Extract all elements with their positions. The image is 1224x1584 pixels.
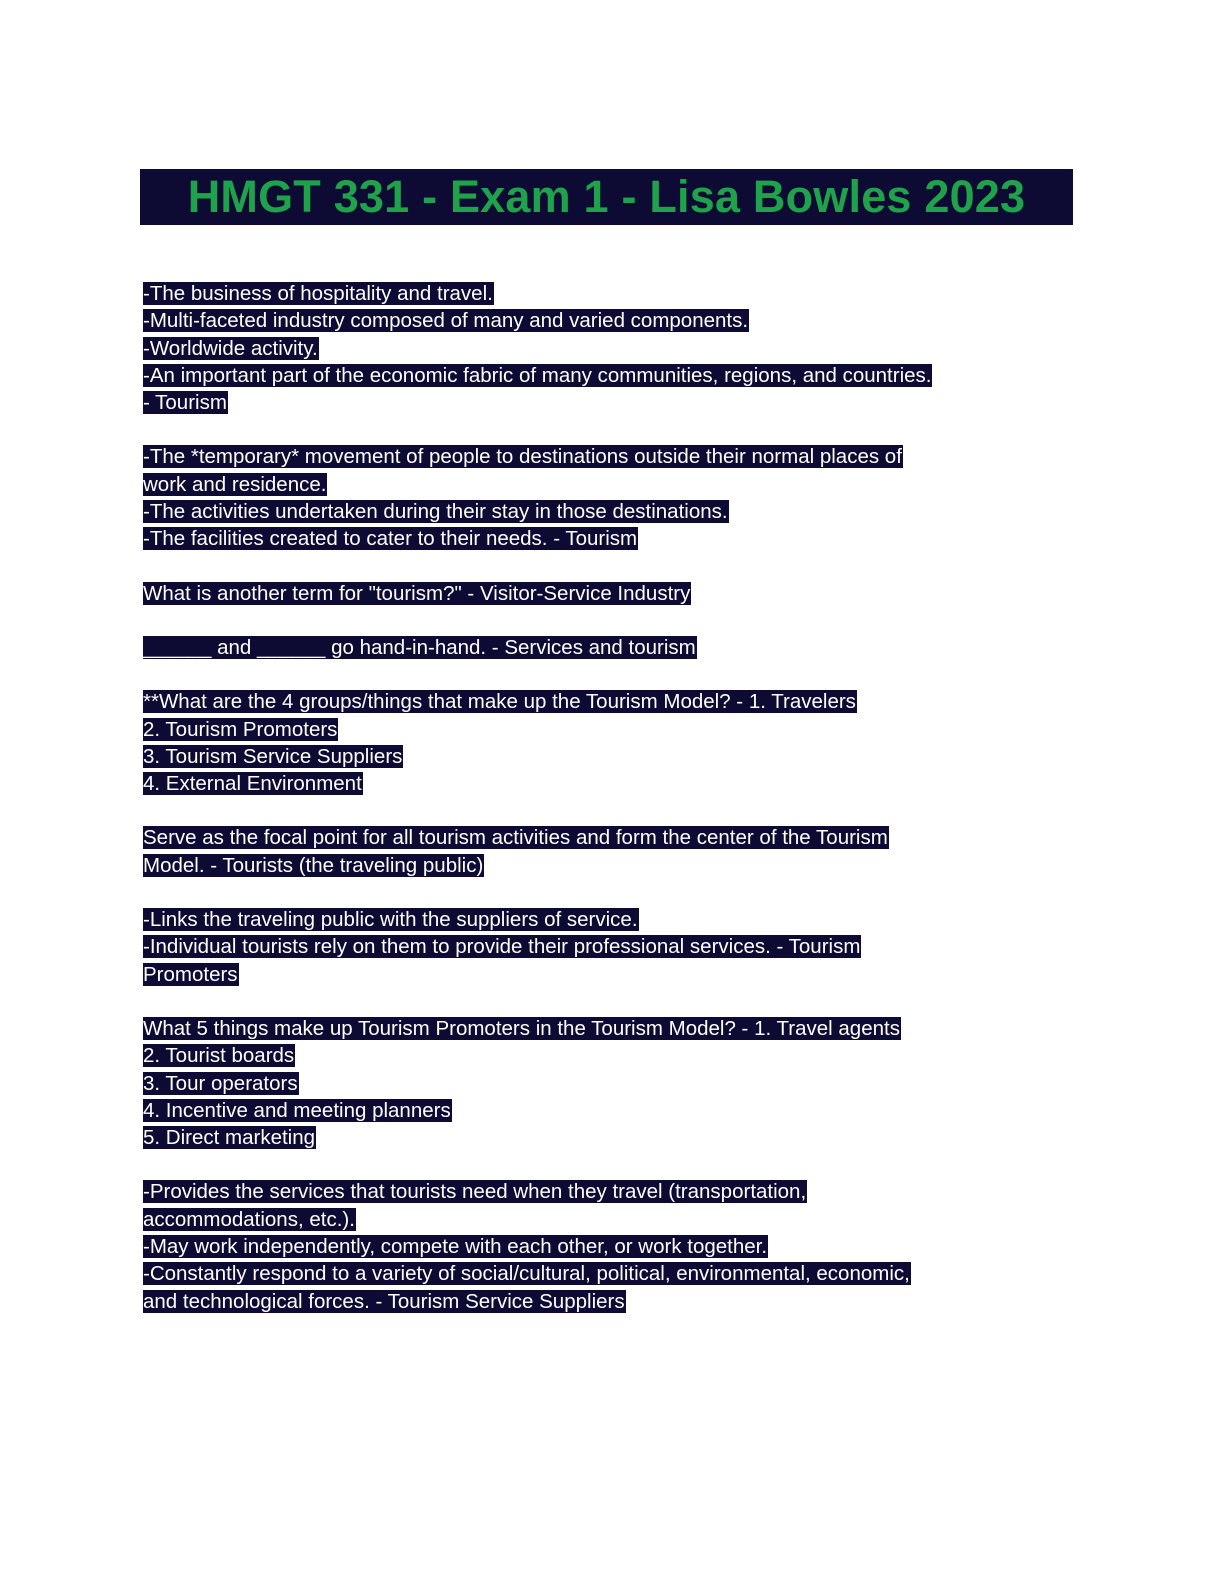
flashcard-line <box>143 1042 1073 1069</box>
flashcard-block <box>143 1015 1073 1151</box>
flashcard-line <box>143 580 1073 607</box>
highlighted-text: 4. Incentive and meeting planners <box>143 1098 451 1122</box>
flashcard-line <box>143 1206 1073 1233</box>
flashcard-line <box>143 743 1073 770</box>
highlighted-text: -Worldwide activity. <box>143 336 318 360</box>
highlighted-text: Serve as the focal point for all tourism activities and form the center of the Tourism <box>143 826 888 850</box>
highlighted-text: -An important part of the economic fabric of many communities, regions, and countries. <box>143 363 932 387</box>
flashcard-line <box>143 1178 1073 1205</box>
flashcard-line <box>143 716 1073 743</box>
highlighted-text: 3. Tourism Service Suppliers <box>143 744 403 768</box>
flashcard-line <box>143 443 1073 470</box>
highlighted-text: What is another term for "tourism?" - Visitor-Service Industry <box>143 581 691 605</box>
flashcard-block <box>143 824 1073 879</box>
highlighted-text: 4. External Environment <box>143 772 362 796</box>
highlighted-text: -The *temporary* movement of people to destinations outside their normal places of <box>143 445 902 469</box>
flashcard-line <box>143 307 1073 334</box>
highlighted-text: -The business of hospitality and travel. <box>143 282 493 305</box>
highlighted-text: work and residence. <box>143 472 327 496</box>
highlighted-text: 3. Tour operators <box>143 1071 298 1095</box>
highlighted-text: Model. - Tourists (the traveling public) <box>143 853 484 877</box>
highlighted-text: What 5 things make up Tourism Promoters in the Tourism Model? - 1. Travel agents <box>143 1016 900 1040</box>
flashcard-line <box>143 852 1073 879</box>
flashcard-line <box>143 280 1073 307</box>
highlighted-text: -Links the traveling public with the suppliers of service. <box>143 908 638 932</box>
flashcard-block <box>143 688 1073 797</box>
flashcard-line <box>143 335 1073 362</box>
flashcard-line <box>143 824 1073 851</box>
flashcard-line <box>143 634 1073 661</box>
highlighted-text: 5. Direct marketing <box>143 1126 316 1150</box>
flashcard-line <box>143 525 1073 552</box>
highlighted-text: and technological forces. - Tourism Service Suppliers <box>143 1289 625 1313</box>
flashcard-block <box>143 443 1073 552</box>
flashcard-line <box>143 1288 1073 1315</box>
highlighted-text: -Multi-faceted industry composed of many and varied components. <box>143 309 749 333</box>
highlighted-text: -The activities undertaken during their stay in those destinations. <box>143 500 728 524</box>
flashcard-line <box>143 688 1073 715</box>
flashcard-line <box>143 1124 1073 1151</box>
flashcard-block <box>143 1178 1073 1314</box>
highlighted-text: 2. Tourist boards <box>143 1044 295 1068</box>
document-title-banner <box>140 169 1073 225</box>
highlighted-text: ______ and ______ go hand-in-hand. - Services and tourism <box>143 635 696 659</box>
flashcard-line <box>143 498 1073 525</box>
highlighted-text: -Constantly respond to a variety of social/cultural, political, environmental, economic, <box>143 1262 910 1286</box>
flashcard-line <box>143 1015 1073 1042</box>
flashcard-block <box>143 906 1073 988</box>
flashcard-line <box>143 362 1073 389</box>
highlighted-text: -The facilities created to cater to their needs. - Tourism <box>143 527 638 551</box>
flashcard-line <box>143 471 1073 498</box>
highlighted-text: - Tourism <box>143 391 227 415</box>
flashcard-block <box>143 580 1073 607</box>
flashcard-block <box>143 634 1073 661</box>
highlighted-text: -Individual tourists rely on them to provide their professional services. - Tourism <box>143 935 861 959</box>
highlighted-text: accommodations, etc.). <box>143 1207 355 1231</box>
highlighted-text: 2. Tourism Promoters <box>143 717 338 741</box>
flashcard-line <box>143 906 1073 933</box>
flashcard-line <box>143 961 1073 988</box>
flashcard-line <box>143 389 1073 416</box>
flashcard-list <box>143 280 1073 1342</box>
flashcard-line <box>143 1070 1073 1097</box>
document-title: HMGT 331 - Exam 1 - Lisa Bowles 2023 <box>187 171 1026 222</box>
flashcard-line <box>143 770 1073 797</box>
flashcard-line <box>143 933 1073 960</box>
highlighted-text: Promoters <box>143 962 238 986</box>
flashcard-block <box>143 280 1073 416</box>
flashcard-line <box>143 1260 1073 1287</box>
highlighted-text: -Provides the services that tourists need when they travel (transportation, <box>143 1180 807 1204</box>
flashcard-line <box>143 1097 1073 1124</box>
highlighted-text: **What are the 4 groups/things that make up the Tourism Model? - 1. Travelers <box>143 690 856 714</box>
flashcard-line <box>143 1233 1073 1260</box>
highlighted-text: -May work independently, compete with each other, or work together. <box>143 1235 768 1259</box>
